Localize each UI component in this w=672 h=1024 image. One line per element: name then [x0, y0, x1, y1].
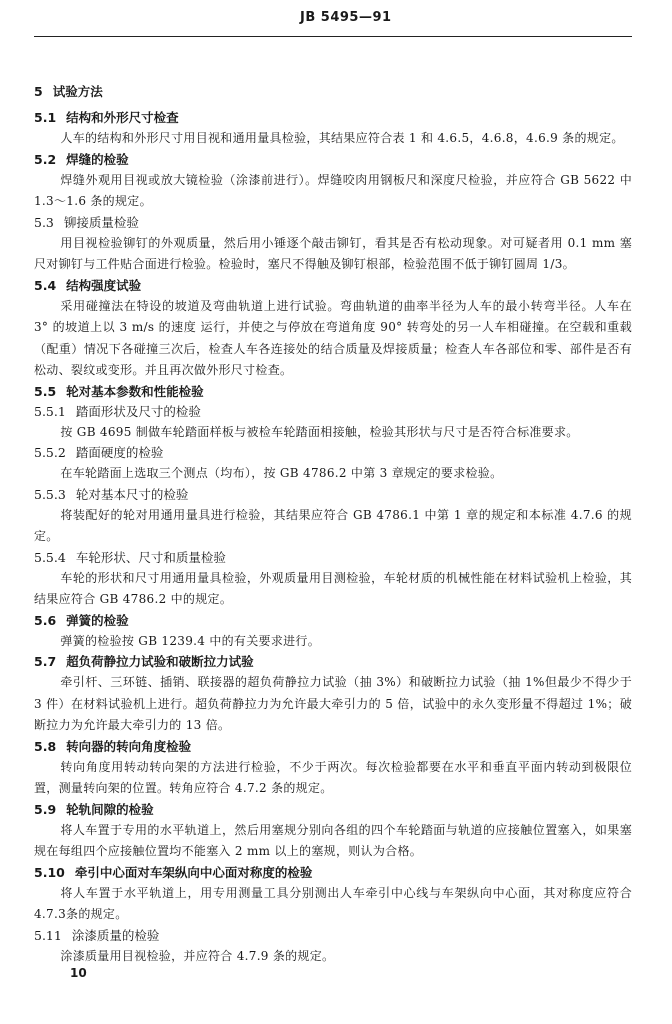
section-heading: [34, 863, 632, 883]
section-number: 5.6: [34, 612, 57, 628]
section-title: 转向器的转向角度检验: [66, 738, 192, 754]
section-title: 车轮形状、尺寸和质量检验: [75, 549, 226, 565]
section-title: 踏面硬度的检验: [75, 445, 164, 460]
section-title: 结构和外形尺寸检查: [66, 110, 179, 125]
section-title: 试验方法: [52, 84, 103, 99]
section-title: 铆接质量检验: [63, 214, 139, 230]
section-number: 5.9: [34, 801, 57, 817]
section-paragraph: 涂漆质量用目视检验，并应符合 4.7.9 条的规定。: [60, 948, 335, 963]
section-heading: [34, 443, 632, 463]
section-number: 5.5.3: [34, 486, 66, 502]
section-heading: [34, 213, 632, 233]
section-number: 5.4: [34, 277, 57, 293]
section-paragraph: 车轮的形状和尺寸用通用量具检验，外观质量用目测检验，车轮材质的机械性能在材料试验机上检验，其结果应符合 GB 4786.2 中的规定。: [34, 570, 632, 606]
section-title: 轮轨间隙的检验: [66, 801, 154, 817]
section-number: 5.8: [34, 738, 57, 754]
section-number: 5.3: [34, 214, 54, 230]
section-heading: [34, 108, 632, 128]
section-heading: [34, 926, 632, 946]
section-heading: [34, 800, 632, 820]
section-number: 5.5: [34, 383, 57, 399]
document-body: [34, 82, 632, 967]
section-heading: [34, 150, 632, 170]
section-heading: [34, 652, 632, 672]
section-heading: [34, 485, 632, 505]
section-title: 轮对基本尺寸的检验: [75, 486, 189, 502]
section-number: 5.2: [34, 151, 57, 167]
section-number: 5.7: [34, 654, 57, 669]
section-title: 弹簧的检验: [66, 612, 129, 628]
section-paragraph: 人车的结构和外形尺寸用目视和通用量具检验，其结果应符合表 1 和 4.6.5，4.6.8，4.6.9 条的规定。: [60, 131, 624, 145]
section-number: 5.5.1: [34, 403, 66, 419]
section-heading: [34, 382, 632, 402]
section-number: 5: [34, 84, 43, 99]
section-paragraph: 焊缝外观用目视或放大镜检验（涂漆前进行）。焊缝咬肉用钢板尺和深度尺检验，并应符合 GB 5622 中 1.3～1.6 条的规定。: [34, 172, 632, 208]
section-paragraph: 采用碰撞法在特设的坡道及弯曲轨道上进行试验。弯曲轨道的曲率半径为人车的最小转弯半径。人车在 3° 的坡道上以 3 m/s 的速度 运行，并使之与停放在弯道角度 90° 转弯处的另一人车相碰撞。在空载和重载（配重）情况下各碰撞三次后，检查人车各连接处的结合质量及焊接质量；检查人车各部位和零、部件是否有松动、裂纹或变形。并且再次做外形尺寸检查。: [34, 298, 632, 377]
section-paragraph: 弹簧的检验按 GB 1239.4 中的有关要求进行。: [60, 633, 321, 648]
section-number: 5.11: [34, 927, 62, 943]
section-paragraph: 将装配好的轮对用通用量具进行检验，其结果应符合 GB 4786.1 中第 1 章的规定和本标准 4.7.6 的规定。: [34, 507, 632, 543]
section-paragraph: 将人车置于专用的水平轨道上，然后用塞规分别向各组的四个车轮踏面与轨道的应接触位置塞入，如果塞规在每组四个应接触位置均不能塞入 2 mm 以上的塞规，则认为合格。: [34, 822, 632, 858]
section-title: 结构强度试验: [66, 277, 142, 293]
page-number: 10: [70, 966, 87, 980]
section-title: 涂漆质量的检验: [71, 927, 160, 943]
section-number: 5.5.2: [34, 445, 66, 460]
section-number: 5.10: [34, 864, 65, 880]
section-title: 轮对基本参数和性能检验: [66, 383, 204, 399]
section-heading: [34, 82, 632, 102]
section-heading: [34, 611, 632, 631]
section-paragraph: 按 GB 4695 制做车轮踏面样板与被检车轮踏面相接触，检验其形状与尺寸是否符合标准要求。: [60, 424, 579, 439]
section-paragraph: 用目视检验铆钉的外观质量，然后用小锤逐个敲击铆钉，看其是否有松动现象。对可疑者用 0.1 mm 塞尺对铆钉与工件贴合面进行检验。检验时，塞尺不得触及铆钉根部，检验范围不低于铆钉圆周 1/3。: [34, 235, 632, 271]
section-title: 超负荷静拉力试验和破断拉力试验: [66, 654, 254, 669]
section-title: 焊缝的检验: [66, 151, 129, 167]
section-paragraph: 牵引杆、三环链、插销、联接器的超负荷静拉力试验（抽 3%）和破断拉力试验（抽 1%但最少不得少于 3 件）在材料试验机上进行。超负荷静拉力为允许最大牵引力的 5 倍，试验中的永久变形量不得超过 1%；破断拉力为允许最大牵引力的 13 倍。: [34, 675, 632, 732]
section-number: 5.1: [34, 110, 57, 125]
section-heading: [34, 276, 632, 296]
section-paragraph: 将人车置于水平轨道上，用专用测量工具分别测出人车牵引中心线与车架纵向中心面，其对称度应符合 4.7.3条的规定。: [34, 885, 632, 921]
section-paragraph: 在车轮踏面上选取三个测点（均布），按 GB 4786.2 中第 3 章规定的要求检验。: [60, 466, 503, 480]
section-paragraph: 转向角度用转动转向架的方法进行检验，不少于两次。每次检验都要在水平和垂直平面内转动到极限位置，测量转向架的位置。转角应符合 4.7.2 条的规定。: [34, 759, 632, 795]
document-code: JB 5495—91: [300, 10, 392, 25]
section-title: 踏面形状及尺寸的检验: [75, 403, 201, 419]
section-heading: [34, 737, 632, 757]
section-heading: [34, 402, 632, 422]
section-title: 牵引中心面对车架纵向中心面对称度的检验: [74, 864, 313, 880]
section-heading: [34, 548, 632, 568]
header-rule: [34, 36, 632, 37]
section-number: 5.5.4: [34, 549, 66, 565]
